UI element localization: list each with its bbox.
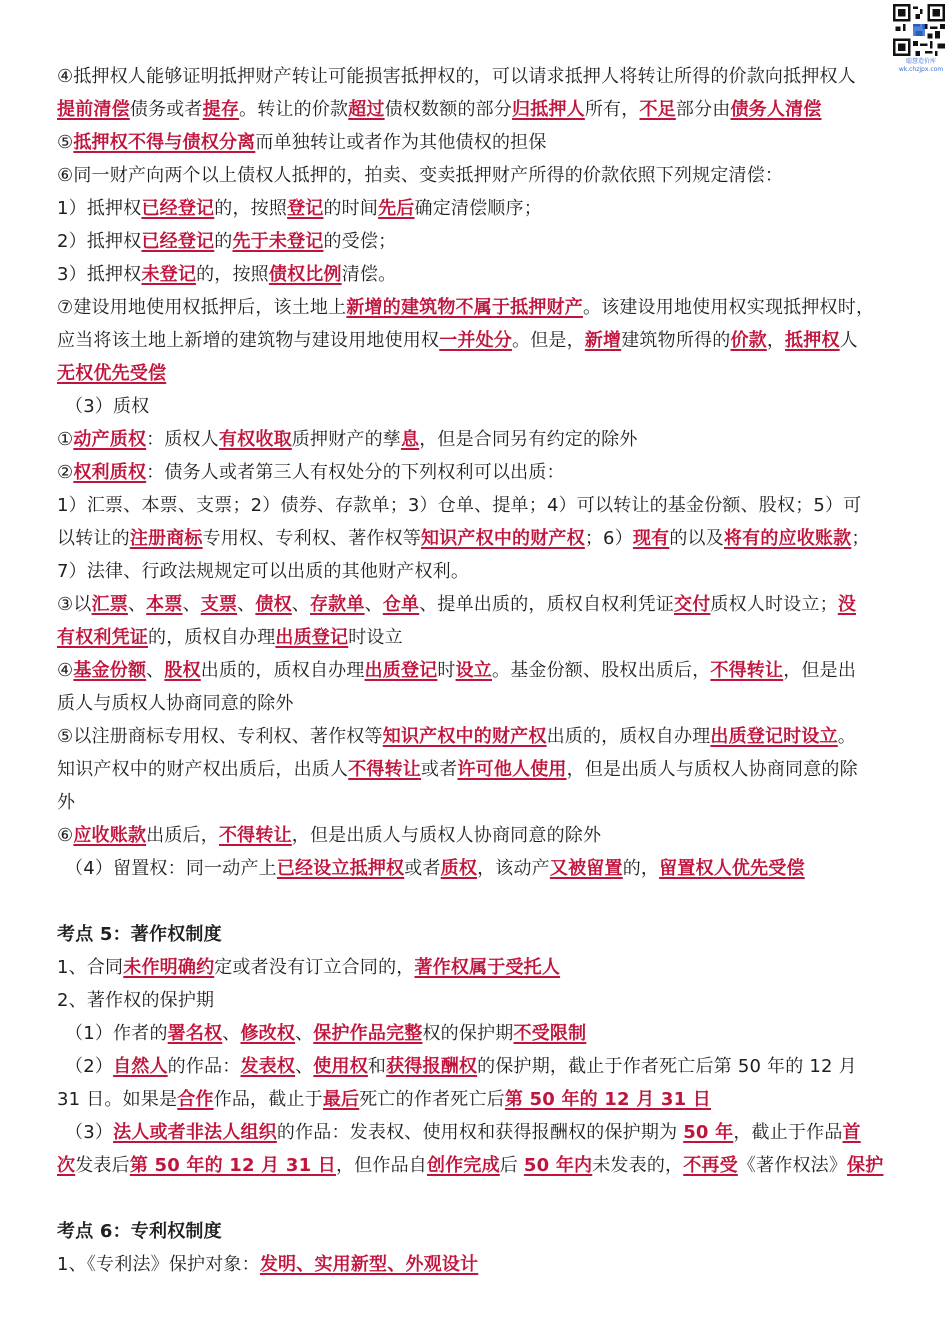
text-segment: 2）抵押权 xyxy=(57,231,142,252)
text-segment: 时设立 xyxy=(348,627,403,648)
highlighted-term: 有权利凭证 xyxy=(57,627,148,648)
text-segment: 的，按照 xyxy=(196,264,269,285)
highlighted-term: 新增的建筑物不属于抵押财产 xyxy=(346,297,583,318)
text-segment: ，但是合同另有约定的除外 xyxy=(419,429,638,450)
text-segment: 知识产权中的财产权出质后，出质人 xyxy=(57,759,349,780)
text-segment: 建筑物所得的 xyxy=(621,330,731,351)
text-segment: 作品，截止于 xyxy=(213,1089,323,1110)
text-segment: 债权数额的部分 xyxy=(384,99,513,120)
text-segment: 1）抵押权 xyxy=(57,198,142,219)
highlighted-term: 权利质权 xyxy=(73,462,147,483)
highlighted-term: 不得转让 xyxy=(218,825,292,846)
text-segment: 时 xyxy=(437,660,456,681)
text-line xyxy=(57,654,897,687)
text-segment: ，但是出 xyxy=(783,660,857,681)
text-segment: 、 xyxy=(295,1023,314,1044)
text-segment: 出质的，质权自办理 xyxy=(200,660,365,681)
text-segment: 1）汇票、本票、支票；2）债券、存款单；3）仓单、提单；4）可以转让的基金份额、股权；5）可 xyxy=(57,495,862,516)
highlighted-term: 未作明确约 xyxy=(123,957,215,978)
highlighted-term: 著作权属于受托人 xyxy=(414,957,561,978)
text-segment: （2） xyxy=(65,1056,114,1077)
text-segment: 部分由 xyxy=(675,99,731,120)
text-segment: 《著作权法》 xyxy=(737,1155,848,1176)
highlighted-term: 汇票 xyxy=(91,594,128,615)
text-segment: 。但是， xyxy=(512,330,585,351)
text-segment: （3） xyxy=(65,1122,114,1143)
highlighted-term: 基金份额 xyxy=(73,660,147,681)
highlighted-term: 创作完成 xyxy=(426,1155,500,1176)
text-segment: 2、著作权的保护期 xyxy=(57,990,215,1011)
highlighted-term: 许可他人使用 xyxy=(457,759,567,780)
highlighted-term: 出质登记 xyxy=(275,627,349,648)
highlighted-term: 不受限制 xyxy=(513,1023,587,1044)
highlighted-term: 先于未登记 xyxy=(232,231,324,252)
text-segment: 7）法律、行政法规规定可以出质的其他财产权利。 xyxy=(57,561,470,582)
highlighted-term: 超过 xyxy=(348,99,385,120)
highlighted-term: 交付 xyxy=(674,594,711,615)
highlighted-term: 不得转让 xyxy=(710,660,784,681)
highlighted-term: 将有的应收账款 xyxy=(723,528,852,549)
text-segment: 、 xyxy=(182,594,201,615)
highlighted-term: 知识产权中的财产权 xyxy=(382,726,547,747)
highlighted-term: 债务人清偿 xyxy=(730,99,822,120)
text-segment: 考点 5：著作权制度 xyxy=(57,924,222,945)
highlighted-term: 动产质权 xyxy=(73,429,147,450)
highlighted-term: 设立 xyxy=(455,660,492,681)
qr-code-icon xyxy=(893,4,945,56)
text-line xyxy=(57,819,897,852)
text-segment: 、 xyxy=(291,594,310,615)
text-segment: 、提单出质的，质权自权利凭证 xyxy=(419,594,675,615)
qr-caption xyxy=(895,58,947,74)
highlighted-term: 获得报酬权 xyxy=(386,1056,478,1077)
highlighted-term: 首 xyxy=(842,1122,861,1143)
text-segment: 或者 xyxy=(404,858,441,879)
highlighted-term: 50 年 xyxy=(683,1122,734,1143)
text-line xyxy=(57,720,897,753)
text-line xyxy=(57,1083,897,1116)
highlighted-term: 已经登记 xyxy=(141,198,215,219)
text-segment: 考点 6：专利权制度 xyxy=(57,1221,222,1242)
text-segment: ； xyxy=(851,528,870,549)
highlighted-term: 债权 xyxy=(255,594,292,615)
highlighted-term: 抵押权不得与债权分离 xyxy=(73,132,256,153)
text-segment: ，但是出质人与质权人协商同意的除外 xyxy=(291,825,602,846)
text-segment: ，但作品自 xyxy=(335,1155,427,1176)
text-segment: 、 xyxy=(127,594,147,615)
highlighted-term: 新增 xyxy=(584,330,622,351)
text-segment: 专用权、专利权、著作权等 xyxy=(202,528,422,549)
highlighted-term: 息 xyxy=(400,429,420,450)
text-line xyxy=(57,456,897,489)
highlighted-term: 没 xyxy=(837,594,857,615)
text-line xyxy=(57,522,897,555)
text-line xyxy=(57,126,897,159)
highlighted-term: 不得转让 xyxy=(348,759,422,780)
highlighted-term: 保护作品完整 xyxy=(313,1023,423,1044)
text-line xyxy=(57,324,897,357)
document-body xyxy=(57,60,897,1281)
highlighted-term: 发表权 xyxy=(240,1056,296,1077)
highlighted-term: 50 年内 xyxy=(523,1155,593,1176)
text-segment: 未发表的， xyxy=(592,1155,684,1176)
highlighted-term: 保护 xyxy=(847,1155,884,1176)
highlighted-term: 价款 xyxy=(730,330,767,351)
text-segment: ⑤ xyxy=(57,132,74,153)
text-segment: 外 xyxy=(57,792,76,813)
section-heading xyxy=(57,918,897,951)
highlighted-term: 次 xyxy=(57,1155,76,1176)
text-line xyxy=(57,192,897,225)
text-line xyxy=(57,621,897,654)
text-line xyxy=(57,1050,897,1083)
text-segment: （3）质权 xyxy=(65,396,150,417)
text-segment: ：质权人 xyxy=(146,429,219,450)
text-segment: （4）留置权：同一动产上 xyxy=(65,858,277,879)
text-line xyxy=(57,1116,897,1149)
highlighted-term: 股权 xyxy=(164,660,201,681)
text-segment: 后 xyxy=(499,1155,524,1176)
highlighted-term: 修改权 xyxy=(240,1023,296,1044)
highlighted-term: 法人或者非法人组织 xyxy=(113,1122,277,1143)
text-line xyxy=(57,1149,897,1182)
highlighted-term: 应收账款 xyxy=(73,825,147,846)
text-line xyxy=(57,93,897,126)
highlighted-term: 存款单 xyxy=(309,594,365,615)
text-segment: 质权人时设立； xyxy=(710,594,838,615)
text-segment: （1）作者的 xyxy=(65,1023,168,1044)
highlighted-term: 登记 xyxy=(287,198,324,219)
text-segment: 。基金份额、股权出质后， xyxy=(492,660,711,681)
highlighted-term: 知识产权中的财产权 xyxy=(421,528,585,549)
section-heading xyxy=(57,1215,897,1248)
text-line xyxy=(57,159,897,192)
text-line xyxy=(57,852,897,885)
text-segment: 出质的，质权自办理 xyxy=(546,726,711,747)
qr-caption-url: wk.chzjpx.com xyxy=(898,66,944,73)
text-line xyxy=(57,60,897,93)
text-segment: 的，按照 xyxy=(214,198,288,219)
text-segment: 的， xyxy=(622,858,660,879)
text-line xyxy=(57,390,897,423)
text-segment: 的作品：发表权、使用权和获得报酬权的保护期为 xyxy=(276,1122,684,1143)
text-segment: 清偿。 xyxy=(341,264,397,285)
text-segment: ：债务人或者第三人有权处分的下列权利可以出质： xyxy=(146,462,565,483)
text-segment: 的，质权自办理 xyxy=(148,627,276,648)
highlighted-term: 发明、实用新型、外观设计 xyxy=(259,1254,479,1275)
text-segment: ④抵押权人能够证明抵押财产转让可能损害抵押权的，可以请求抵押人将转让所得的价款向抵押权人 xyxy=(57,66,856,87)
text-segment: 死亡的作者死亡后 xyxy=(359,1089,505,1110)
text-segment: 确定清偿顺序； xyxy=(414,198,542,219)
highlighted-term: 一并处分 xyxy=(439,330,513,351)
text-line xyxy=(57,357,897,390)
text-segment: ③以 xyxy=(57,594,92,615)
highlighted-term: 合作 xyxy=(177,1089,214,1110)
highlighted-term: 自然人 xyxy=(113,1056,168,1077)
text-segment: ① xyxy=(57,429,74,450)
highlighted-term: 仓单 xyxy=(382,594,420,615)
text-segment: ，但是出质人与质权人协商同意的除 xyxy=(566,759,858,780)
text-line xyxy=(57,423,897,456)
text-segment: 3）抵押权 xyxy=(57,264,142,285)
text-segment: 的时间 xyxy=(323,198,379,219)
highlighted-term: 本票 xyxy=(146,594,183,615)
text-segment: ④ xyxy=(57,660,74,681)
text-segment: 的 xyxy=(214,231,233,252)
text-segment: 债务或者 xyxy=(129,99,203,120)
highlighted-term: 提前清偿 xyxy=(57,99,130,120)
highlighted-term: 现有 xyxy=(632,528,670,549)
text-segment: ， xyxy=(766,330,786,351)
text-segment: 而单独转让或者作为其他债权的担保 xyxy=(255,132,547,153)
highlighted-term: 又被留置 xyxy=(549,858,623,879)
text-line xyxy=(57,687,897,720)
highlighted-term: 留置权人优先受偿 xyxy=(659,858,805,879)
text-segment: 、 xyxy=(364,594,383,615)
text-segment: 的保护期，截止于作者死亡后第 50 年的 12 月 xyxy=(477,1056,857,1077)
highlighted-term: 不足 xyxy=(639,99,676,120)
text-segment: 权的保护期 xyxy=(422,1023,514,1044)
text-line xyxy=(57,489,897,522)
highlighted-term: 债权比例 xyxy=(268,264,342,285)
text-line xyxy=(57,555,897,588)
text-line xyxy=(57,753,897,786)
highlighted-term: 支票 xyxy=(200,594,238,615)
text-segment: ② xyxy=(57,462,74,483)
text-segment: ，该动产 xyxy=(477,858,550,879)
highlighted-term: 未登记 xyxy=(141,264,197,285)
text-segment: 定或者没有订立合同的， xyxy=(214,957,415,978)
text-segment: 的受偿； xyxy=(323,231,397,252)
highlighted-term: 有权收取 xyxy=(218,429,292,450)
text-segment: ；6） xyxy=(584,528,633,549)
highlighted-term: 抵押权 xyxy=(785,330,840,351)
highlighted-term: 已经登记 xyxy=(141,231,215,252)
highlighted-term: 出质登记 xyxy=(364,660,438,681)
highlighted-term: 第 50 年的 12 月 31 日 xyxy=(504,1089,712,1110)
text-segment: 、 xyxy=(146,660,165,681)
text-segment: 应当将该土地上新增的建筑物与建设用地使用权 xyxy=(57,330,440,351)
text-line xyxy=(57,984,897,1017)
text-segment: 人 xyxy=(839,330,858,351)
text-segment: 的以及 xyxy=(669,528,724,549)
text-segment: 发表后 xyxy=(75,1155,130,1176)
text-segment: ⑥ xyxy=(57,825,74,846)
text-line xyxy=(57,588,897,621)
highlighted-term: 质权 xyxy=(440,858,478,879)
text-segment: 。 xyxy=(837,726,856,747)
highlighted-term: 先后 xyxy=(378,198,415,219)
highlighted-term: 第 50 年的 12 月 31 日 xyxy=(129,1155,336,1176)
text-segment: 以转让的 xyxy=(57,528,130,549)
highlighted-term: 署名权 xyxy=(167,1023,223,1044)
text-segment: 或者 xyxy=(421,759,458,780)
blank-line xyxy=(57,885,897,918)
text-line xyxy=(57,786,897,819)
highlighted-term: 无权优先受偿 xyxy=(57,363,167,384)
highlighted-term: 已经设立抵押权 xyxy=(276,858,405,879)
text-segment: 31 日。如果是 xyxy=(57,1089,178,1110)
highlighted-term: 归抵押人 xyxy=(512,99,585,120)
highlighted-term: 出质登记时设立 xyxy=(710,726,838,747)
text-segment: 1、合同 xyxy=(57,957,124,978)
text-segment: 质人与质权人协商同意的除外 xyxy=(57,693,294,714)
text-segment: 、 xyxy=(295,1056,314,1077)
text-segment: ，截止于作品 xyxy=(733,1122,843,1143)
text-line xyxy=(57,951,897,984)
text-segment: 出质后， xyxy=(146,825,219,846)
highlighted-term: 最后 xyxy=(322,1089,360,1110)
text-segment: 1、《专利法》保护对象： xyxy=(57,1254,260,1275)
text-segment: 、 xyxy=(222,1023,241,1044)
text-segment: 质押财产的孳 xyxy=(291,429,401,450)
text-segment: ⑦建设用地使用权抵押后，该土地上 xyxy=(57,297,347,318)
highlighted-term: 提存 xyxy=(202,99,240,120)
text-segment: 的作品： xyxy=(167,1056,241,1077)
highlighted-term: 使用权 xyxy=(313,1056,368,1077)
text-line xyxy=(57,1017,897,1050)
text-segment: 和 xyxy=(367,1056,387,1077)
text-segment: 所有， xyxy=(584,99,640,120)
highlighted-term: 注册商标 xyxy=(129,528,203,549)
text-line xyxy=(57,225,897,258)
text-segment: ⑤以注册商标专用权、专利权、著作权等 xyxy=(57,726,383,747)
text-segment: 、 xyxy=(237,594,256,615)
blank-line xyxy=(57,1182,897,1215)
text-segment: 。转让的价款 xyxy=(239,99,349,120)
text-line xyxy=(57,258,897,291)
text-line xyxy=(57,1248,897,1281)
highlighted-term: 不再受 xyxy=(683,1155,738,1176)
text-segment: ⑥同一财产向两个以上债权人抵押的，拍卖、变卖抵押财产所得的价款依照下列规定清偿： xyxy=(57,165,784,186)
text-segment: 。该建设用地使用权实现抵押权时， xyxy=(582,297,875,318)
qr-caption-title: 聪慧造价库 xyxy=(905,58,936,65)
text-line xyxy=(57,291,897,324)
